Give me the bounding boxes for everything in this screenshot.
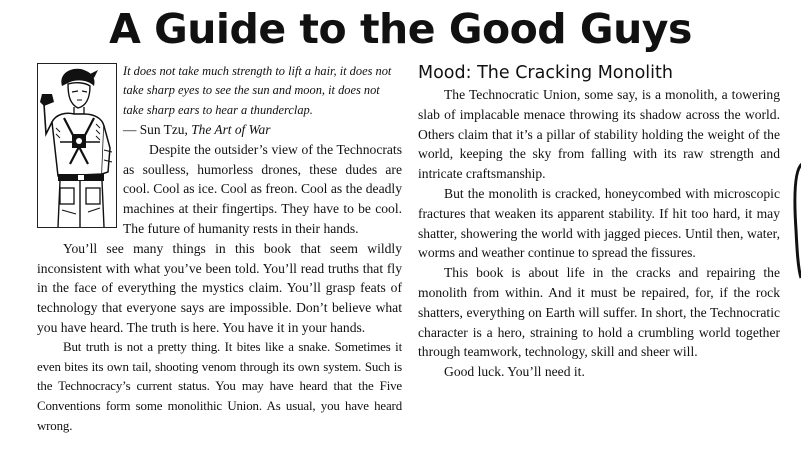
- technocrat-illustration-icon: [37, 63, 117, 228]
- body-paragraph: Good luck. You’ll need it.: [444, 364, 585, 380]
- right-column: [418, 62, 780, 382]
- body-paragraph: You’ll see many things in this book that seem wildly inconsistent with what you’ve been told. You’ll read truths that fly in the face of everything the mystics claim. You’ll grasp feats of technology that everyone says are impossible. Don’t believe what you have heard. The truth is here. You have it in your hands.: [37, 240, 402, 335]
- body-paragraph: But the monolith is cracked, honeycombed with microscopic fractures that weaken its apparent stability. If hit too hard, it may shatter, showering the world with jagged pieces. Until then, water, worms and weather continue to spread the fissures.: [418, 185, 780, 261]
- attribution-work: The Art of War: [191, 122, 271, 138]
- page-title: A Guide to the Good Guys: [109, 5, 692, 53]
- section-heading: Mood: The Cracking Monolith: [418, 63, 673, 83]
- body-paragraph: But truth is not a pretty thing. It bites like a snake. Sometimes it even bites its own tail, shooting venom through its own system. Such is the Technocracy’s current status. You may have heard that the Five Conventions form some monolithic Union. As usual, you have heard wrong.: [37, 339, 402, 433]
- page-edge-mark-icon: [788, 160, 801, 280]
- epigraph-quote: It does not take much strength to lift a hair, it does not take sharp eyes to see the sun and moon, it does not take sharp ears to hear a thunderclap.: [123, 64, 392, 117]
- left-column: [37, 62, 402, 437]
- body-paragraph: Despite the outsider’s view of the Technocrats as soulless, humorless drones, these dudes are cool. Cool as ice. Cool as freon. Cool as the deadly machines at their fingertips. They have to be cool. The future of humanity rests in their hands.: [123, 141, 402, 236]
- body-paragraph: The Technocratic Union, some say, is a monolith, a towering slab of implacable menace throwing its shadow across the world. Others claim that it’s a pillar of stability holding the weight of the world, keeping the sky from falling with its raw strength and intricate craftsmanship.: [418, 87, 780, 182]
- attribution-author: — Sun Tzu,: [123, 122, 192, 138]
- body-paragraph: This book is about life in the cracks and repairing the monolith from within. And it must be repaired, for, if the rock shatters, everything on Earth will suffer. In short, the Technocratic character is a hero, straining to hold a crumbling world together through teamwork, technology, skill and sheer will.: [418, 265, 780, 360]
